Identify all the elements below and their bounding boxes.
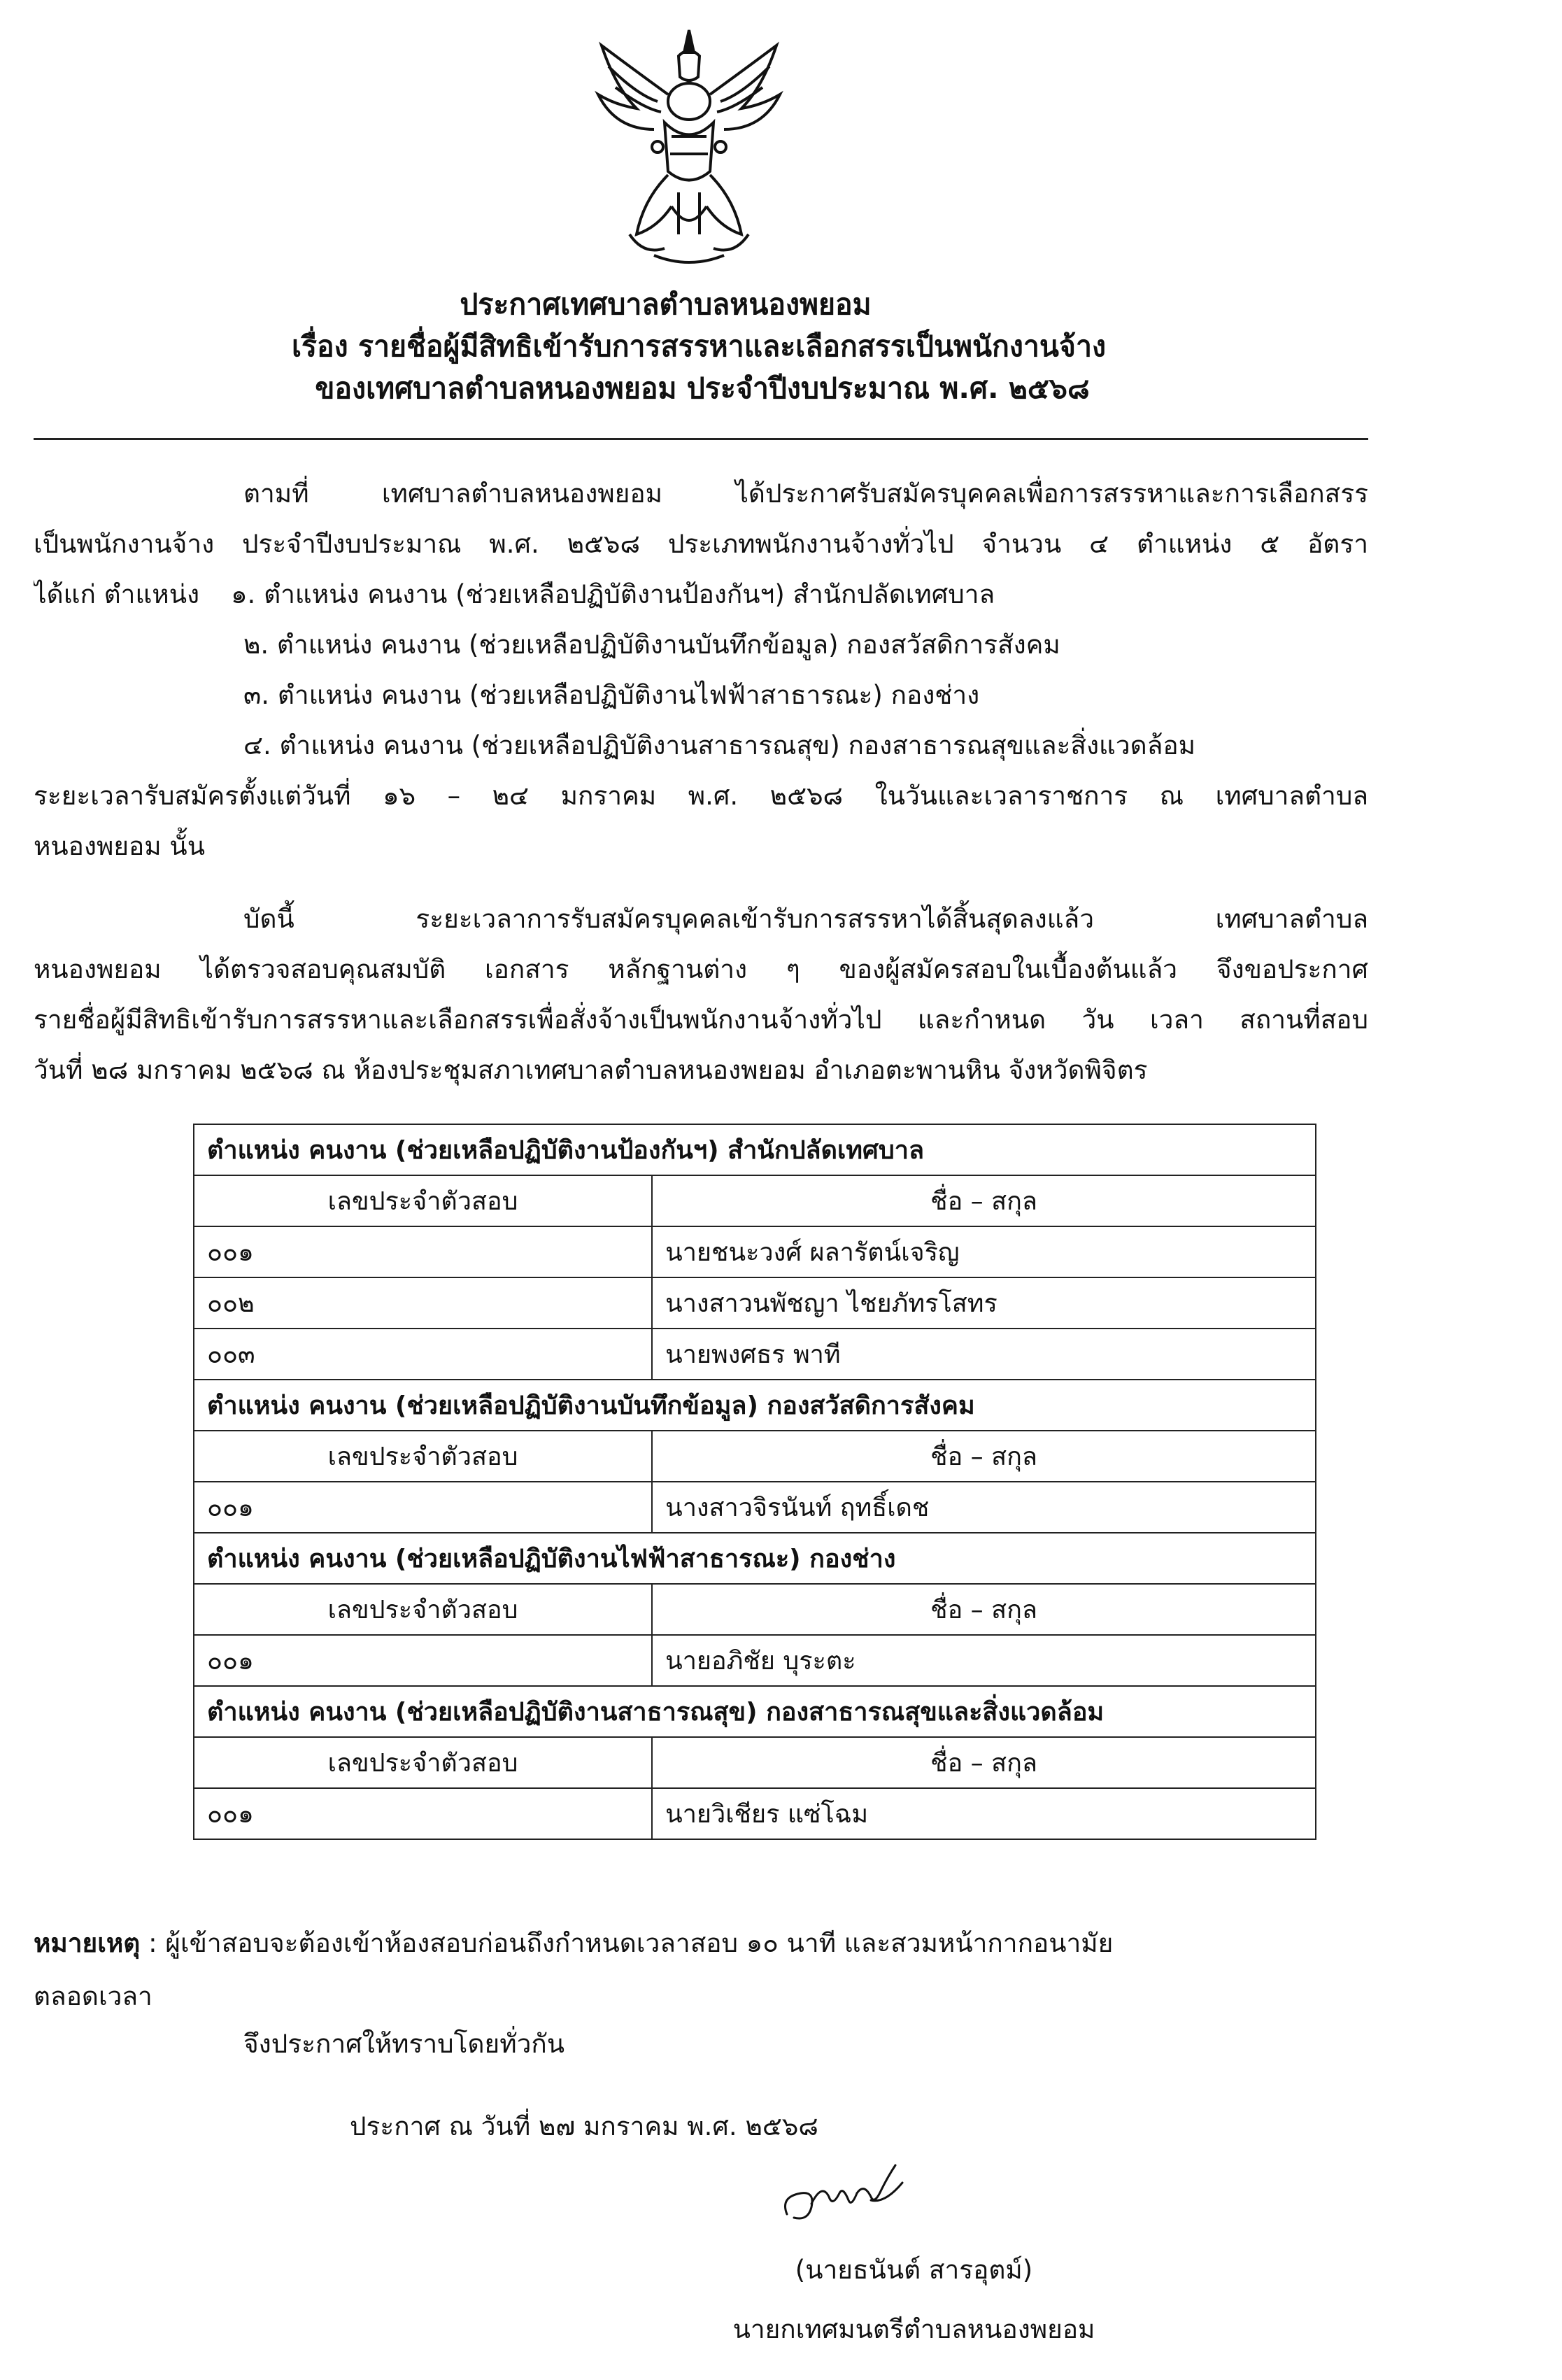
remark-text: : ผู้เข้าสอบจะต้องเข้าห้องสอบก่อนถึงกำหนดเวลาสอบ ๑๐ นาที และสวมหน้ากากอนามัย [140,1928,1114,1958]
group-header-row [194,1124,1316,1175]
body-line: บัดนี้ ระยะเวลาการรับสมัครบุคคลเข้ารับการสรรหาได้สิ้นสุดลงแล้ว เทศบาลตำบล [243,904,1368,934]
candidate-name: นายอภิชัย บุระตะ [652,1635,1316,1686]
closing-statement: จึงประกาศให้ทราบโดยทั่วกัน [243,2029,565,2059]
exam-id: ๐๐๒ [194,1277,652,1329]
col-full-name: ชื่อ – สกุล [652,1175,1316,1226]
position-item: ๑. ตำแหน่ง คนงาน (ช่วยเหลือปฏิบัติงานป้องกันฯ) สำนักปลัดเทศบาล [231,579,995,609]
title-line-1: ประกาศเทศบาลตำบลหนองพยอม [460,288,872,321]
intro-paragraph [34,469,1368,872]
remark-line: ตลอดเวลา [34,1981,152,2011]
candidate-name: นางสาวจิรนันท์ ฤทธิ์เดช [652,1482,1316,1533]
group-header-row [194,1380,1316,1431]
position-title: ตำแหน่ง คนงาน (ช่วยเหลือปฏิบัติงานป้องกันฯ) สำนักปลัดเทศบาล [194,1124,1316,1175]
candidate-name: นายพงศธร พาที [652,1329,1316,1380]
column-header-row [194,1737,1316,1788]
candidate-name: นางสาวนพัชญา ไชยภัทรโสทร [652,1277,1316,1329]
col-exam-id: เลขประจำตัวสอบ [194,1584,652,1635]
intro-prefix: ได้แก่ ตำแหน่ง [34,579,200,609]
table-row [194,1635,1316,1686]
col-exam-id: เลขประจำตัวสอบ [194,1175,652,1226]
intro-line: ตามที่ เทศบาลตำบลหนองพยอม ได้ประกาศรับสมัครบุคคลเพื่อการสรรหาและการเลือกสรร [243,479,1368,509]
column-header-row [194,1431,1316,1482]
signer-name-block [0,2249,1562,2290]
group-header-row [194,1686,1316,1737]
intro-line: หนองพยอม นั้น [34,831,205,861]
intro-line [34,569,1368,620]
position-title: ตำแหน่ง คนงาน (ช่วยเหลือปฏิบัติงานสาธารณสุข) กองสาธารณสุขและสิ่งแวดล้อม [194,1686,1316,1737]
position-item: ๒. ตำแหน่ง คนงาน (ช่วยเหลือปฏิบัติงานบันทึกข้อมูล) กองสวัสดิการสังคม [243,630,1060,660]
table-row [194,1329,1316,1380]
title-divider [34,438,1368,440]
exam-id: ๐๐๑ [194,1788,652,1839]
handwritten-signature [773,2155,920,2232]
table-row [194,1226,1316,1277]
col-exam-id: เลขประจำตัวสอบ [194,1431,652,1482]
title-line-3: ของเทศบาลตำบลหนองพยอม ประจำปีงบประมาณ พ.ศ. ๒๕๖๘ [315,371,1090,405]
garuda-emblem-icon [588,24,790,273]
signer-title-block [0,2309,1562,2350]
body-line: วันที่ ๒๘ มกราคม ๒๕๖๘ ณ ห้องประชุมสภาเทศบาลตำบลหนองพยอม อำเภอตะพานหิน จังหวัดพิจิตร [34,1055,1148,1085]
exam-id: ๐๐๑ [194,1226,652,1277]
body-line: หนองพยอม ได้ตรวจสอบคุณสมบัติ เอกสาร หลักฐานต่าง ๆ ของผู้สมัครสอบในเบื้องต้นแล้ว จึงขอประกาศ [34,954,1368,984]
col-full-name: ชื่อ – สกุล [652,1431,1316,1482]
group-header-row [194,1533,1316,1584]
position-title: ตำแหน่ง คนงาน (ช่วยเหลือปฏิบัติงานไฟฟ้าสาธารณะ) กองช่าง [194,1533,1316,1584]
position-item: ๔. ตำแหน่ง คนงาน (ช่วยเหลือปฏิบัติงานสาธารณสุข) กองสาธารณสุขและสิ่งแวดล้อม [243,730,1195,760]
col-full-name: ชื่อ – สกุล [652,1584,1316,1635]
body-paragraph [34,894,1368,1096]
table-row [194,1277,1316,1329]
exam-id: ๐๐๑ [194,1635,652,1686]
remark-label: หมายเหตุ [34,1928,141,1958]
position-item: ๓. ตำแหน่ง คนงาน (ช่วยเหลือปฏิบัติงานไฟฟ้าสาธารณะ) กองช่าง [243,680,980,710]
candidate-table [193,1124,1316,1840]
title-line-2: เรื่อง รายชื่อผู้มีสิทธิเข้ารับการสรรหาและเลือกสรรเป็นพนักงานจ้าง [292,330,1106,363]
intro-line: เป็นพนักงานจ้าง ประจำปีงบประมาณ พ.ศ. ๒๕๖๘ ประเภทพนักงานจ้างทั่วไป จำนวน ๔ ตำแหน่ง ๕ อัตรา [34,529,1368,559]
announcement-date: ประกาศ ณ วันที่ ๒๗ มกราคม พ.ศ. ๒๕๖๘ [350,2111,818,2141]
remark-note [34,1917,1368,2023]
table-row [194,1788,1316,1839]
announcement-title [0,283,1562,409]
body-line: รายชื่อผู้มีสิทธิเข้ารับการสรรหาและเลือกสรรเพื่อสั่งจ้างเป็นพนักงานจ้างทั่วไป และกำหนด วัน เวลา สถานที่สอบ [34,1005,1368,1035]
col-exam-id: เลขประจำตัวสอบ [194,1737,652,1788]
remark-line [34,1917,1368,1970]
intro-line: ระยะเวลารับสมัครตั้งแต่วันที่ ๑๖ – ๒๔ มกราคม พ.ศ. ๒๕๖๘ ในวันและเวลาราชการ ณ เทศบาลตำบล [34,781,1368,811]
signer-name: (นายธนันต์ สารอุตม์) [795,2255,1033,2285]
table-row [194,1482,1316,1533]
exam-id: ๐๐๓ [194,1329,652,1380]
column-header-row [194,1175,1316,1226]
candidate-name: นายชนะวงศ์ ผลารัตน์เจริญ [652,1226,1316,1277]
candidate-name: นายวิเชียร แซ่โฉม [652,1788,1316,1839]
col-full-name: ชื่อ – สกุล [652,1737,1316,1788]
exam-id: ๐๐๑ [194,1482,652,1533]
position-title: ตำแหน่ง คนงาน (ช่วยเหลือปฏิบัติงานบันทึกข้อมูล) กองสวัสดิการสังคม [194,1380,1316,1431]
signer-title: นายกเทศมนตรีตำบลหนองพยอม [732,2314,1095,2344]
column-header-row [194,1584,1316,1635]
